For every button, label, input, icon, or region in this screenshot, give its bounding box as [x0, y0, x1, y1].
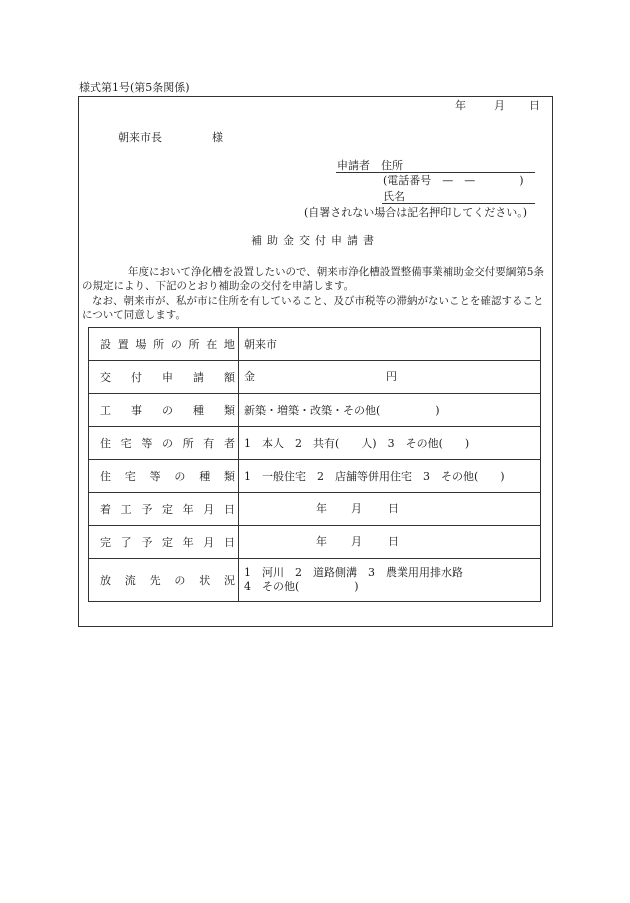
consent-paragraph: なお、朝来市が、私が市に住所を有していること、及び市税等の滞納がないことを確認することについて同意します。	[82, 295, 544, 321]
label-char: 日	[223, 503, 235, 516]
label-char: 年	[182, 536, 194, 549]
start-day: 日	[388, 502, 399, 515]
housing-type-value: 1 一般住宅 2 店舗等併用住宅 3 その他( )	[239, 460, 541, 493]
label-char: 付	[131, 371, 142, 384]
label-char: 種	[199, 470, 211, 483]
label-char: の	[162, 404, 173, 417]
label-char: 等	[149, 470, 161, 483]
date-day: 日	[529, 99, 540, 112]
label-char: 所	[188, 338, 200, 351]
start-year: 年	[316, 502, 327, 515]
discharge-line-2: 4 その他( )	[244, 580, 359, 593]
form-number-label: 様式第1号(第5条関係)	[79, 81, 190, 94]
applicant-name-label: 氏名	[383, 190, 405, 203]
applicant-address-label: 申請者 住所	[337, 159, 403, 172]
label-char: 交	[100, 371, 111, 384]
table-row	[89, 493, 541, 526]
date-line	[455, 100, 540, 111]
table-row	[89, 559, 541, 602]
label-char: 請	[193, 371, 204, 384]
label-char: 事	[131, 404, 142, 417]
table-row	[89, 427, 541, 460]
row-label	[89, 328, 239, 361]
label-char: 設	[100, 338, 111, 351]
amount-suffix: 円	[386, 370, 397, 383]
end-year: 年	[316, 535, 327, 548]
label-char: 申	[162, 371, 173, 384]
spread-label	[100, 501, 235, 517]
table-row	[89, 394, 541, 427]
spread-label	[100, 402, 235, 418]
label-char: 有	[203, 437, 215, 450]
addressee-name: 朝来市長	[118, 131, 162, 144]
label-char: 放	[100, 574, 111, 587]
label-char: 予	[141, 503, 153, 516]
table-row	[89, 328, 541, 361]
label-char: 額	[224, 371, 235, 384]
row-label	[89, 361, 239, 394]
date-month: 月	[494, 99, 505, 112]
table-row	[89, 460, 541, 493]
spread-label	[100, 534, 235, 550]
start-date-wrap	[244, 503, 540, 515]
row-label	[89, 526, 239, 559]
addressee-honorific: 様	[212, 131, 223, 144]
label-char: 了	[120, 536, 132, 549]
start-month: 月	[351, 502, 362, 515]
label-char: 所	[153, 338, 165, 351]
label-char: の	[174, 470, 186, 483]
amount-wrap	[244, 371, 540, 383]
label-char: 者	[223, 437, 235, 450]
label-char: 流	[124, 574, 136, 587]
location-value: 朝来市	[239, 328, 541, 361]
label-char: 予	[141, 536, 153, 549]
end-day: 日	[388, 535, 399, 548]
label-char: 着	[100, 503, 111, 516]
spread-label	[100, 435, 235, 451]
label-char: の	[161, 437, 173, 450]
label-char: 類	[224, 404, 235, 417]
application-table	[88, 327, 541, 602]
owner-value: 1 本人 2 共有( 人) 3 その他( )	[239, 427, 541, 460]
label-char: 置	[117, 338, 129, 351]
label-char: 宅	[124, 470, 136, 483]
discharge-cell	[239, 559, 541, 602]
table-row	[89, 526, 541, 559]
label-char: 月	[203, 503, 215, 516]
label-char: の	[174, 574, 186, 587]
document-title: 補助金交付申請書	[251, 234, 379, 247]
address-underline	[336, 172, 535, 173]
construction-type-value: 新築・増築・改築・その他( )	[239, 394, 541, 427]
seal-note: (自署されない場合は記名押印してください。)	[304, 206, 528, 219]
label-char: 所	[182, 437, 194, 450]
start-date-cell	[239, 493, 541, 526]
label-char: 年	[182, 503, 194, 516]
label-char: 日	[223, 536, 235, 549]
name-underline	[382, 203, 535, 204]
row-label	[89, 493, 239, 526]
label-char: 等	[141, 437, 153, 450]
label-char: 場	[135, 338, 147, 351]
amount-prefix: 金	[244, 370, 255, 383]
spread-label	[100, 336, 235, 352]
amount-cell	[239, 361, 541, 394]
discharge-line-1: 1 河川 2 道路側溝 3 農業用用排水路	[244, 566, 463, 579]
label-char: の	[170, 338, 182, 351]
label-char: 状	[199, 574, 211, 587]
row-label	[89, 559, 239, 602]
label-char: 工	[120, 503, 132, 516]
end-date-cell	[239, 526, 541, 559]
table-row	[89, 361, 541, 394]
label-char: 定	[161, 536, 173, 549]
label-char: 住	[100, 470, 111, 483]
date-year: 年	[455, 99, 466, 112]
label-char: 住	[100, 437, 111, 450]
label-char: 在	[206, 338, 218, 351]
spread-label	[100, 369, 235, 385]
applicant-phone-label: (電話番号 — — )	[383, 174, 524, 187]
label-char: 宅	[120, 437, 132, 450]
label-char: 月	[203, 536, 215, 549]
label-char: 完	[100, 536, 111, 549]
spread-label	[100, 572, 235, 588]
end-month: 月	[351, 535, 362, 548]
label-char: 工	[100, 404, 111, 417]
end-date-wrap	[244, 536, 540, 548]
row-label	[89, 460, 239, 493]
row-label	[89, 427, 239, 460]
label-char: 況	[223, 574, 235, 587]
label-char: 類	[223, 470, 235, 483]
spread-label	[100, 468, 235, 484]
label-char: 地	[223, 338, 235, 351]
label-char: 先	[149, 574, 161, 587]
label-char: 定	[161, 503, 173, 516]
application-paragraph: 年度において浄化槽を設置したいので、朝来市浄化槽設置整備事業補助金交付要綱第5条の規定により、下記のとおり補助金の交付を申請します。	[82, 266, 544, 292]
label-char: 種	[193, 404, 204, 417]
row-label	[89, 394, 239, 427]
